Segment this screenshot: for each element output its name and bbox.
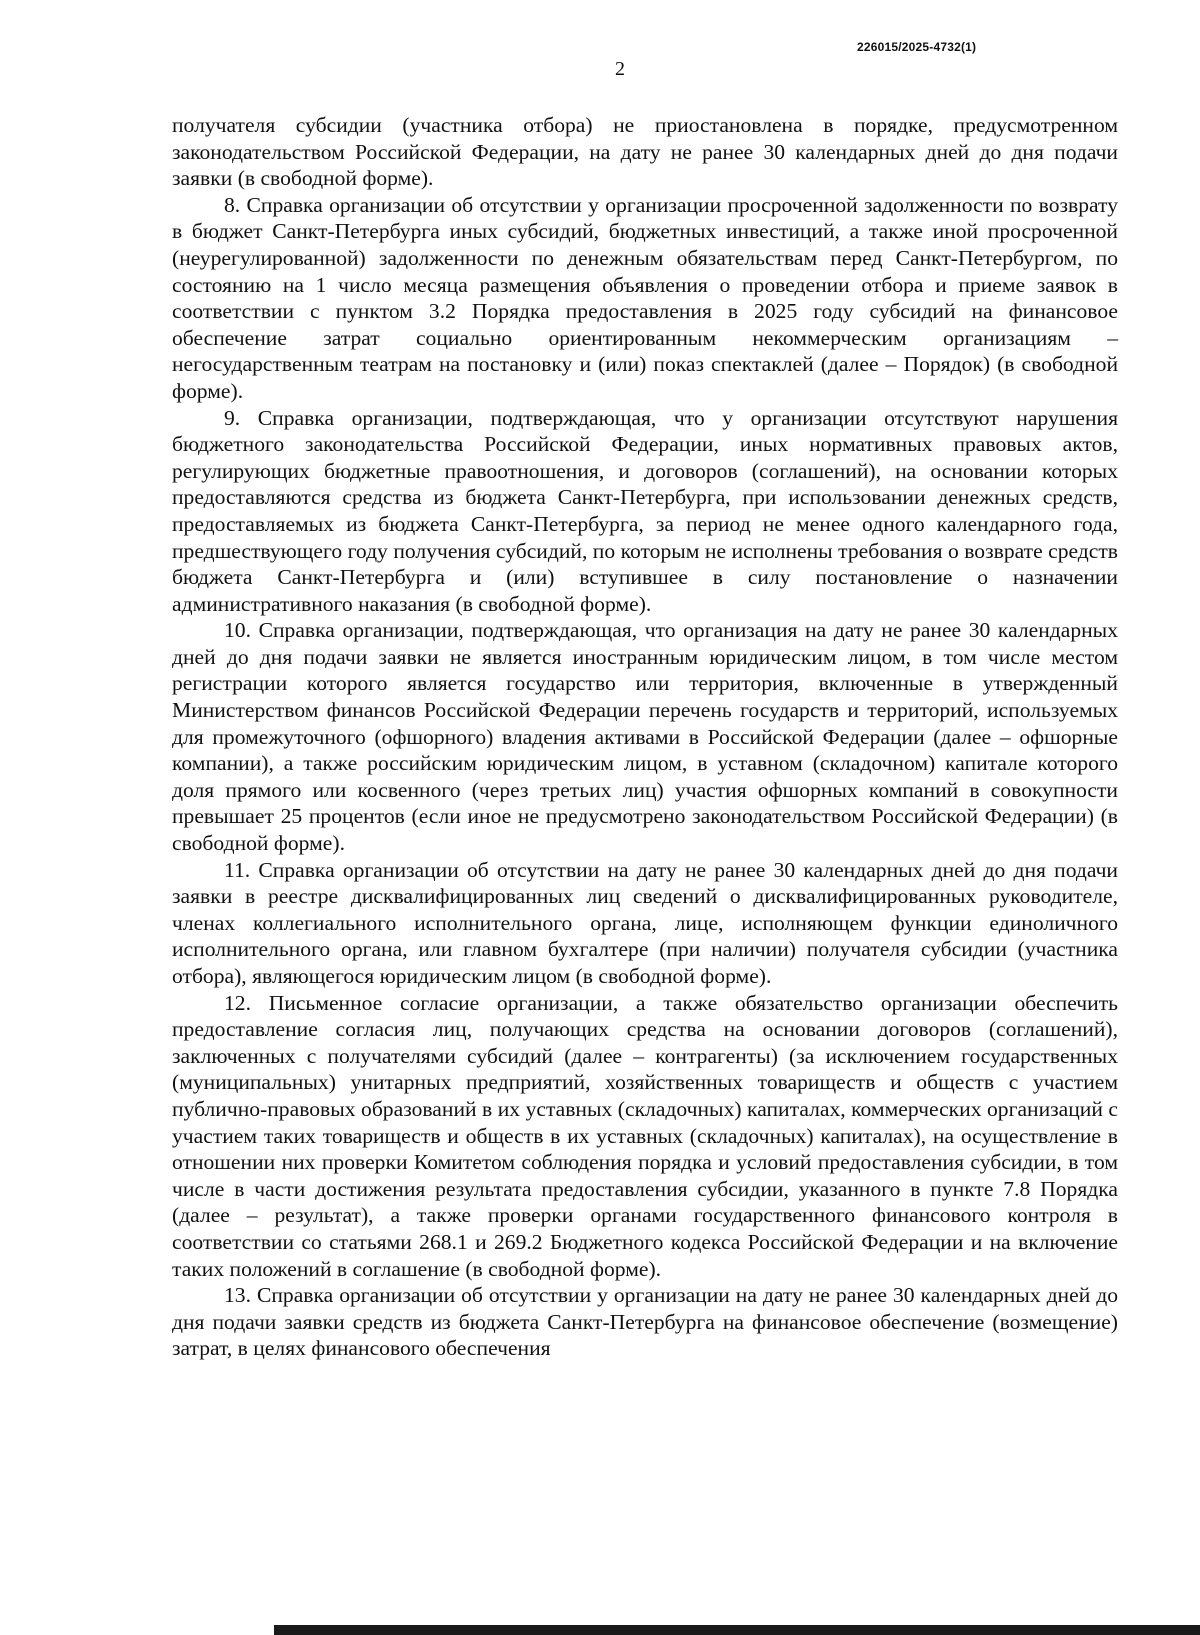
paragraph-continuation: получателя субсидии (участника отбора) не приостановлена в порядке, предусмотренном законодательством Российской Федерации, на дату не ранее 30 календарных дней до дня подачи заявки (в свободной форме). — [172, 113, 1118, 191]
paragraph-item-10: 10. Справка организации, подтверждающая, что организация на дату не ранее 30 календарных дней до дня подачи заявки не является иностранным юридическим лицом, в том числе местом регистрации которого является государство или территория, включенные в утвержденный Министерством финансов Российской Федерации перечень государств и территорий, используемых для промежуточного (офшорного) владения активами в Российской Федерации (далее – офшорные компании), а также российским юридическим лицом, в уставном (складочном) капитале которого доля прямого или косвенного (через третьих лиц) участия офшорных компаний в совокупности превышает 25 процентов (если иное не предусмотрено законодательством Российской Федерации) (в свободной форме). — [172, 618, 1118, 856]
paragraph-item-9: 9. Справка организации, подтверждающая, что у организации отсутствуют нарушения бюджетного законодательства Российской Федерации, иных нормативных правовых актов, регулирующих бюджетные правоотношения, и договоров (соглашений), на основании которых предоставляются средства из бюджета Санкт-Петербурга, при использовании денежных средств, предоставляемых из бюджета Санкт-Петербурга, за период не менее одного календарного года, предшествующего году получения субсидий, по которым не исполнены требования о возврате средств бюджета Санкт-Петербурга и (или) вступившее в силу постановление о назначении административного наказания (в свободной форме). — [172, 405, 1118, 616]
paragraph-item-8: 8. Справка организации об отсутствии у организации просроченной задолженности по возврату в бюджет Санкт-Петербурга иных субсидий, бюджетных инвестиций, а также иной просроченной (неурегулированной) задолженности по денежным обязательствам перед Санкт-Петербургом, по состоянию на 1 число месяца размещения объявления о проведении отбора и приеме заявок в соответствии с пунктом 3.2 Порядка предоставления в 2025 году субсидий на финансовое обеспечение затрат социально ориентированным некоммерческим организациям – негосударственным театрам на постановку и (или) показ спектаклей (далее – Порядок) (в свободной форме). — [172, 192, 1118, 403]
document-body — [172, 112, 1118, 1362]
scan-bottom-edge — [274, 1625, 1200, 1635]
page-number: 2 — [615, 58, 625, 80]
paragraph-item-13: 13. Справка организации об отсутствии у организации на дату не ранее 30 календарных дней до дня подачи заявки средств из бюджета Санкт-Петербурга на финансовое обеспечение (возмещение) затрат, в целях финансового обеспечения — [172, 1283, 1118, 1361]
paragraph-item-11: 11. Справка организации об отсутствии на дату не ранее 30 календарных дней до дня подачи заявки в реестре дисквалифицированных лиц сведений о дисквалифицированных руководителе, членах коллегиального исполнительного органа, лице, исполняющем функции единоличного исполнительного органа, или главном бухгалтере (при наличии) получателя субсидии (участника отбора), являющегося юридическим лицом (в свободной форме). — [172, 857, 1118, 988]
paragraph-item-12: 12. Письменное согласие организации, а также обязательство организации обеспечить предоставление согласия лиц, получающих средства на основании договоров (соглашений), заключенных с получателями субсидий (далее – контрагенты) (за исключением государственных (муниципальных) унитарных предприятий, хозяйственных товариществ и обществ с участием публично-правовых образований в их уставных (складочных) капиталах, коммерческих организаций с участием таких товариществ и обществ в их уставных (складочных) капиталах), на осуществление в отношении них проверки Комитетом соблюдения порядка и условий предоставления субсидии, в том числе в части достижения результата предоставления субсидии, указанного в пункте 7.8 Порядка (далее – результат), а также проверки органами государственного финансового контроля в соответствии со статьями 268.1 и 269.2 Бюджетного кодекса Российской Федерации и на включение таких положений в соглашение (в свободной форме). — [172, 990, 1118, 1281]
document-registration-number: 226015/2025-4732(1) — [857, 40, 977, 54]
